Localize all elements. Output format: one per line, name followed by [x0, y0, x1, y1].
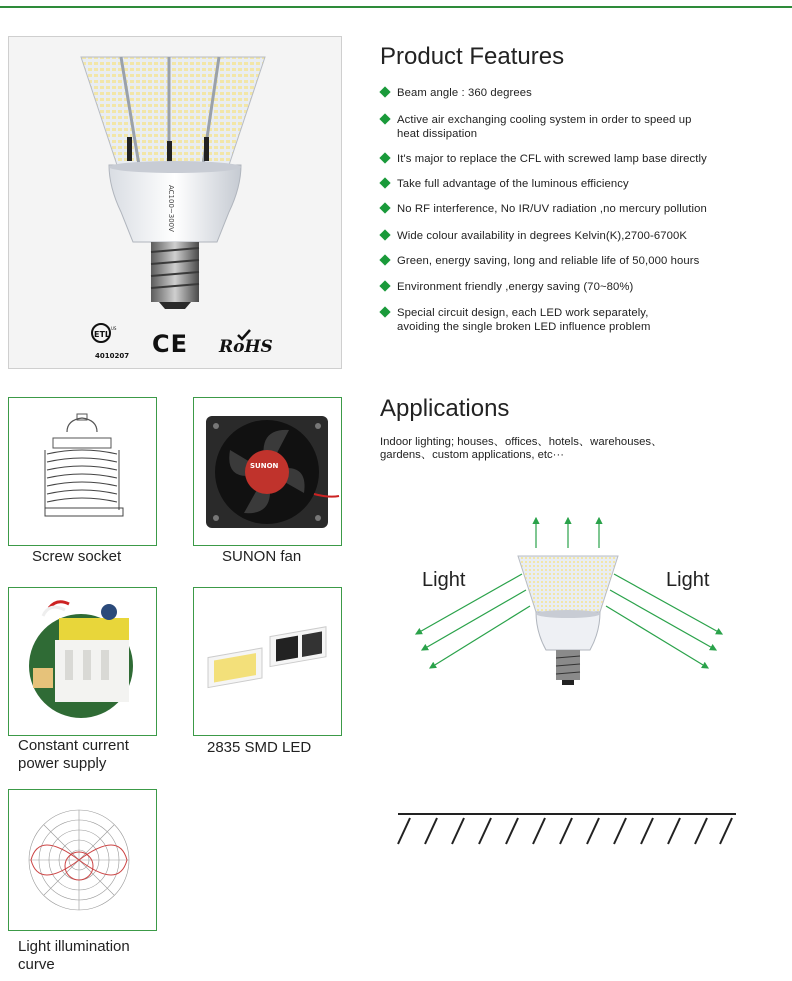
bullet-diamond-icon: [379, 177, 390, 188]
feature-item: No RF interference, No IR/UV radiation ,no mercury pollution: [380, 202, 707, 216]
svg-text:ETL: ETL: [94, 330, 111, 339]
bullet-diamond-icon: [379, 86, 390, 97]
feature-item: It's major to replace the CFL with screwed lamp base directly: [380, 152, 707, 166]
applications-title: Applications: [380, 395, 510, 422]
light-left-label: Light: [422, 569, 466, 591]
smd-led-image: [193, 587, 342, 736]
ground-hatch-icon: [392, 810, 738, 850]
rohs-mark: RoHS: [219, 337, 273, 357]
bulb-spec-label: AC100~300V: [167, 185, 175, 232]
feature-item: Environment friendly ,energy saving (70~80%): [380, 280, 633, 294]
smd-led-caption: 2835 SMD LED: [207, 739, 312, 756]
bullet-diamond-icon: [379, 113, 390, 124]
bullet-diamond-icon: [379, 306, 390, 317]
feature-item: Special circuit design, each LED work separately, avoiding the single broken LED influence problem: [380, 306, 651, 334]
feature-item: Wide colour availability in degrees Kelvin(K),2700-6700K: [380, 229, 687, 243]
led-corn-bulb-illustration: [9, 37, 341, 368]
power-supply-image: [8, 587, 157, 736]
feature-item: Active air exchanging cooling system in order to speed up heat dissipation: [380, 113, 692, 141]
bullet-diamond-icon: [379, 280, 390, 291]
screw-socket-image: [8, 397, 157, 546]
illumination-curve-image: [8, 789, 157, 931]
hero-product-image: [8, 36, 342, 369]
fan-brand-label: SUNON: [250, 462, 279, 470]
cert-code: 4010207: [95, 352, 130, 360]
rohs-check-icon: [237, 326, 251, 345]
feature-item: Take full advantage of the luminous efficiency: [380, 177, 629, 191]
applications-text: Indoor lighting; houses、offices、hotels、warehouses、 gardens、custom applications, etc···: [380, 436, 663, 461]
feature-item: Green, energy saving, long and reliable life of 50,000 hours: [380, 254, 699, 268]
illumination-curve-caption: Light illumination curve: [18, 938, 130, 973]
screw-socket-caption: Screw socket: [32, 548, 122, 565]
power-supply-caption: Constant current power supply: [18, 737, 129, 772]
bullet-diamond-icon: [379, 152, 390, 163]
sunon-fan-caption: SUNON fan: [222, 548, 302, 565]
bullet-diamond-icon: [379, 254, 390, 265]
sunon-fan-image: [193, 397, 342, 546]
top-rule: [0, 6, 792, 8]
bullet-diamond-icon: [379, 229, 390, 240]
svg-text:US: US: [111, 326, 117, 331]
features-title: Product Features: [380, 43, 565, 70]
etl-cert-icon: [89, 322, 119, 346]
light-right-label: Light: [666, 569, 710, 591]
light-direction-diagram: [400, 512, 740, 692]
feature-item: Beam angle : 360 degrees: [380, 86, 532, 100]
ce-mark: CE: [152, 330, 189, 358]
bullet-diamond-icon: [379, 202, 390, 213]
